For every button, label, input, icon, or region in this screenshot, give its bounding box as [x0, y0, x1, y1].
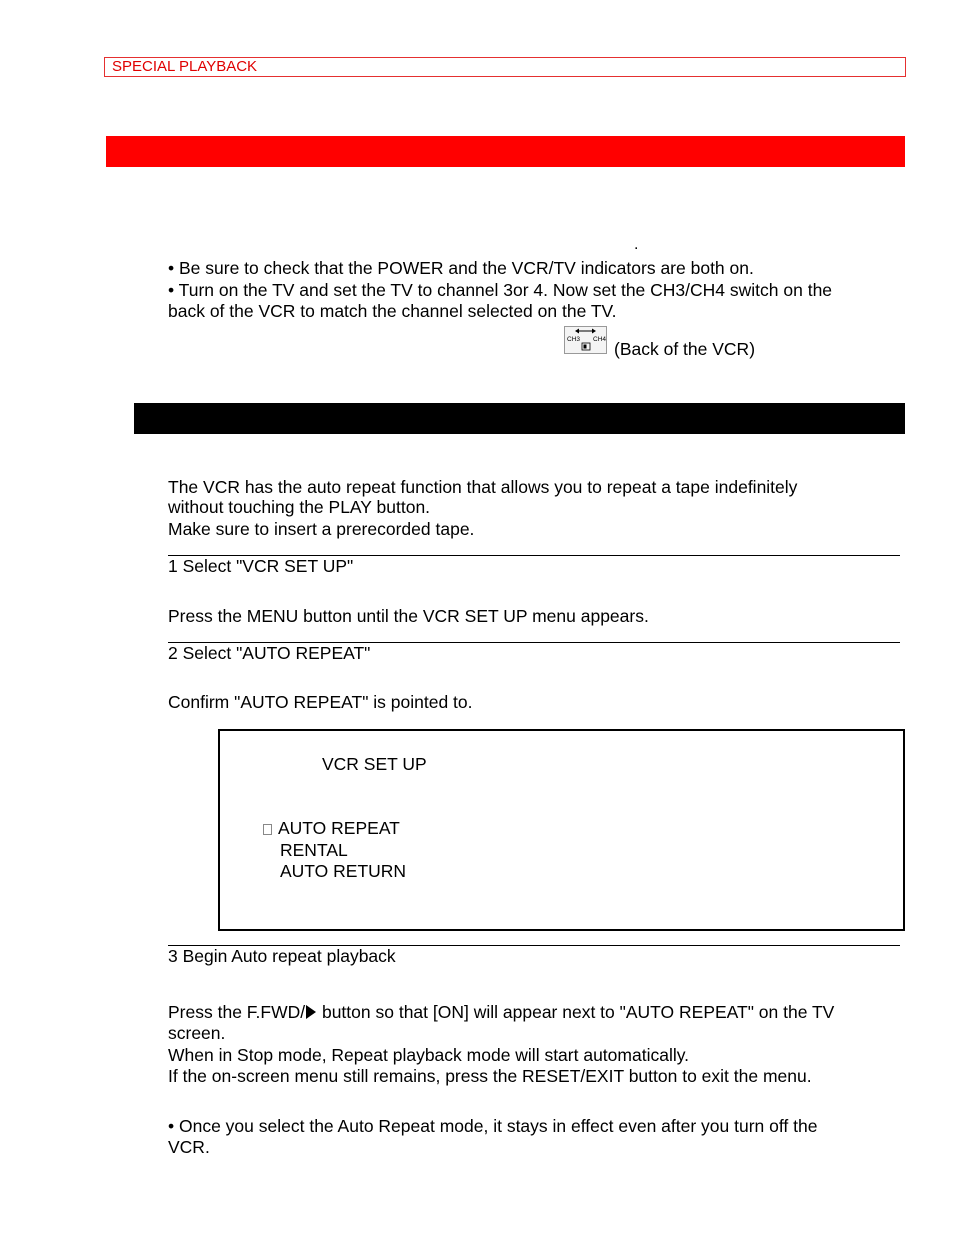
red-title-bar	[106, 136, 905, 167]
intro-bullet-channel-line1: • Turn on the TV and set the TV to channel 3or 4. Now set the CH3/CH4 switch on the	[168, 280, 833, 300]
menu-item-auto-repeat	[263, 818, 400, 840]
step3-title: 3 Begin Auto repeat playback	[168, 946, 396, 966]
menu-item-rental: RENTAL	[280, 840, 348, 860]
switch-caption: (Back of the VCR)	[614, 339, 756, 359]
play-forward-icon	[306, 1005, 316, 1019]
step3-line1-end: button so that [ON] will appear next to "AUTO REPEAT" on the TV	[317, 1002, 835, 1022]
description-line3: Make sure to insert a prerecorded tape.	[168, 519, 475, 539]
switch-label-ch4: CH4	[593, 336, 606, 343]
step3-line3: When in Stop mode, Repeat playback mode will start automatically.	[168, 1045, 690, 1065]
step2-title: 2 Select "AUTO REPEAT"	[168, 643, 371, 663]
pointer-icon	[263, 824, 272, 835]
step2-text: Confirm "AUTO REPEAT" is pointed to.	[168, 692, 473, 712]
menu-item-label: AUTO REPEAT	[278, 818, 400, 838]
menu-title: VCR SET UP	[322, 754, 427, 774]
menu-item-auto-return: AUTO RETURN	[280, 861, 407, 881]
ch3-ch4-switch-icon	[564, 326, 607, 354]
section-bar	[134, 403, 905, 434]
step3-line1-start: Press the F.FWD/	[168, 1002, 306, 1022]
note-line2: VCR.	[168, 1137, 210, 1157]
description-line2: without touching the PLAY button.	[168, 497, 431, 517]
step3-line1	[168, 1002, 834, 1024]
step3-line2: screen.	[168, 1023, 226, 1043]
intro-bullet-channel-line2: back of the VCR to match the channel selected on the TV.	[168, 301, 617, 321]
section-label: SPECIAL PLAYBACK	[112, 58, 258, 75]
switch-label-ch3: CH3	[567, 336, 581, 343]
step1-text: Press the MENU button until the VCR SET UP menu appears.	[168, 606, 649, 626]
step3-line4: If the on-screen menu still remains, press the RESET/EXIT button to exit the menu.	[168, 1066, 812, 1086]
description-line1: The VCR has the auto repeat function that allows you to repeat a tape indefinitely	[168, 477, 798, 497]
intro-bullet-power: • Be sure to check that the POWER and the VCR/TV indicators are both on.	[168, 258, 754, 278]
note-line1: • Once you select the Auto Repeat mode, it stays in effect even after you turn off the	[168, 1116, 818, 1136]
step1-title: 1 Select "VCR SET UP"	[168, 556, 354, 576]
stray-dot: .	[634, 236, 639, 253]
